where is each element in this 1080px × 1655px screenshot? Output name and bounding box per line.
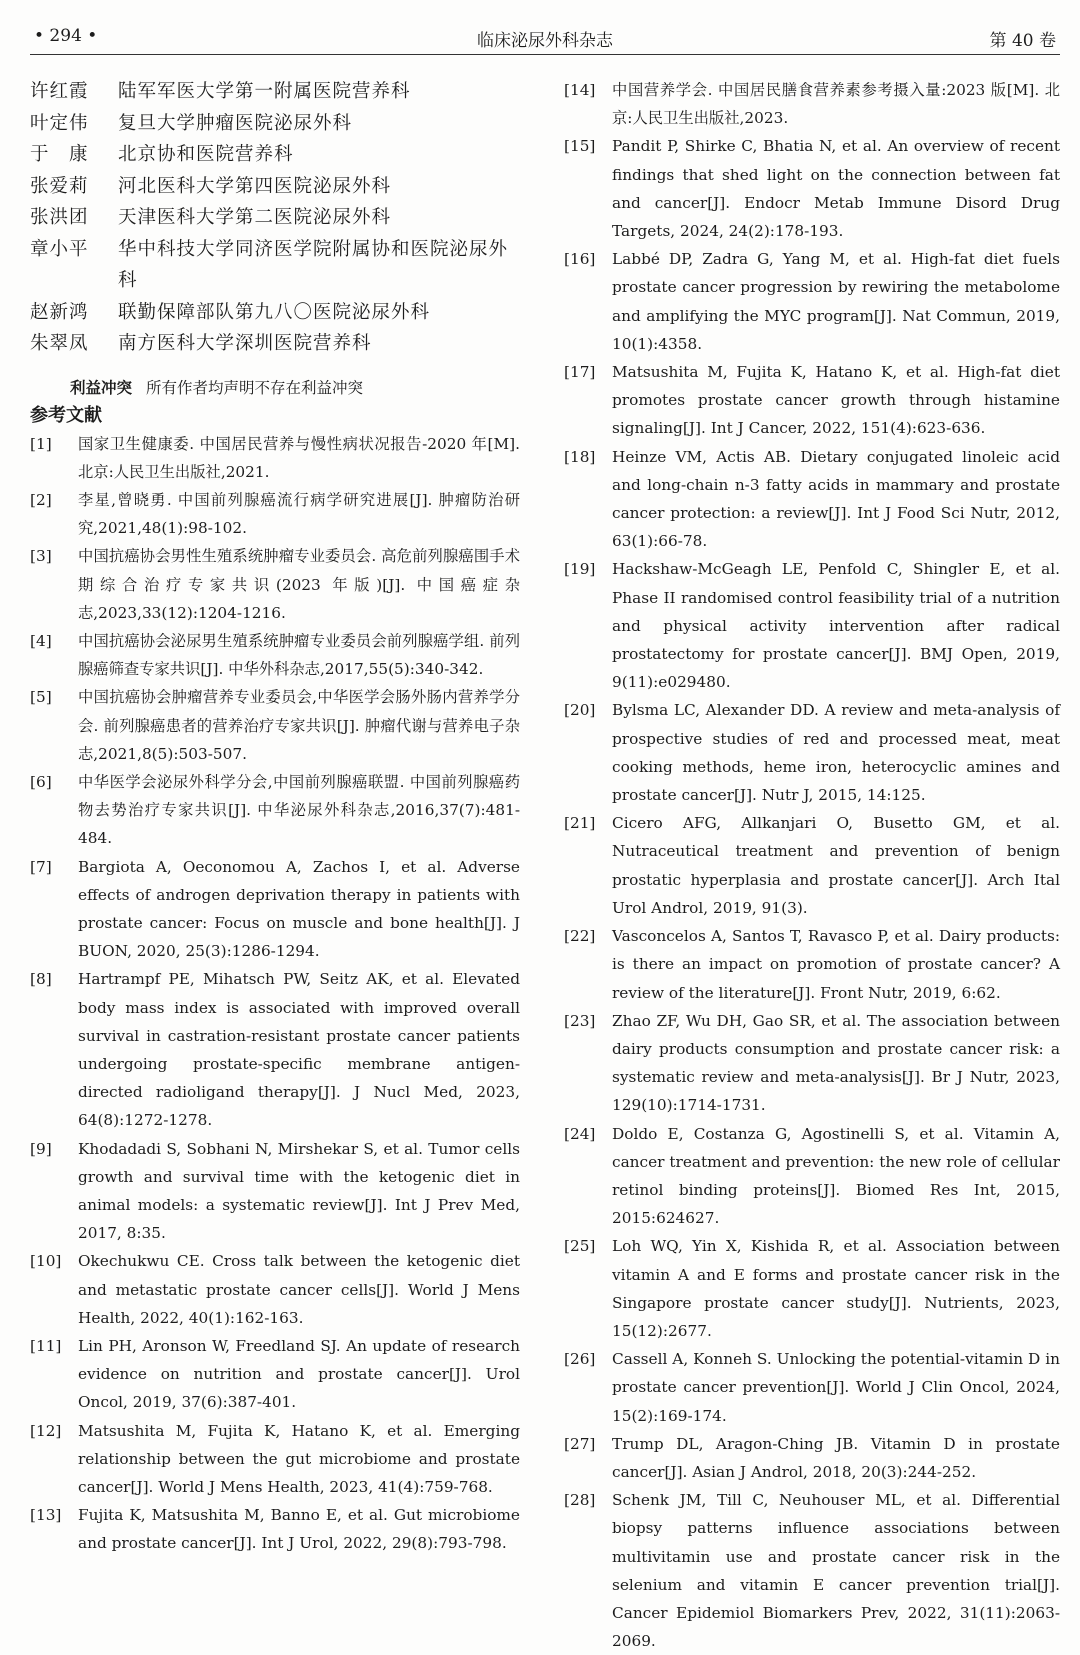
reference-item bbox=[30, 1247, 520, 1332]
reference-number: [20] bbox=[564, 701, 596, 720]
reference-item bbox=[30, 1417, 520, 1502]
reference-text: Bargiota A, Oeconomou A, Zachos I, et al. Adverse effects of androgen deprivation therapy in patients with prostate cancer: Focus on muscle and bone health[J]. J BUON, 2020, 25(3):1286-1294. bbox=[78, 857, 520, 961]
reference-text: Vasconcelos A, Santos T, Ravasco P, et al. Dairy products: is there an impact on promotion of prostate cancer? A review of the literature[J]. Front Nutr, 2019, 6:62. bbox=[612, 927, 1060, 1002]
author-row bbox=[30, 297, 520, 329]
reference-text: 中华医学会泌尿外科学分会,中国前列腺癌联盟. 中国前列腺癌药物去势治疗专家共识[J]. 中华泌尿外科杂志,2016,37(7):481-484. bbox=[78, 772, 520, 848]
reference-number: [9] bbox=[30, 1139, 52, 1158]
author-name: 朱翠凤 bbox=[30, 333, 89, 354]
author-affiliation: 联勤保障部队第九八〇医院泌尿外科 bbox=[118, 301, 431, 323]
reference-item bbox=[30, 1135, 520, 1248]
left-column bbox=[30, 76, 520, 1558]
reference-list-left bbox=[30, 430, 520, 1558]
reference-text: 中国抗癌协会肿瘤营养专业委员会,中华医学会肠外肠内营养学分会. 前列腺癌患者的营养治疗专家共识[J]. 肿瘤代谢与营养电子杂志,2021,8(5):503-507. bbox=[78, 688, 520, 763]
reference-item bbox=[30, 853, 520, 966]
reference-text: 中国抗癌协会泌尿男生殖系统肿瘤专业委员会前列腺癌学组. 前列腺癌筛查专家共识[J]. 中华外科杂志,2017,55(5):340-342. bbox=[78, 631, 520, 679]
page-number: • 294 • bbox=[34, 26, 98, 46]
reference-text: Cassell A, Konneh S. Unlocking the potential-vitamin D in prostate cancer prevention[J]. World J Clin Oncol, 2024, 15(2):169-174. bbox=[612, 1350, 1060, 1425]
reference-item bbox=[30, 1332, 520, 1417]
reference-text: Loh WQ, Yin X, Kishida R, et al. Association between vitamin A and E forms and prostate cancer risk in the Singapore prostate cancer study[J]. Nutrients, 2023, 15(12):2677. bbox=[612, 1237, 1060, 1340]
reference-item bbox=[564, 555, 1060, 696]
reference-text: 李星,曾晓勇. 中国前列腺癌流行病学研究进展[J]. 肿瘤防治研究,2021,48(1):98-102. bbox=[78, 490, 520, 538]
reference-text: Heinze VM, Actis AB. Dietary conjugated linoleic acid and long-chain n-3 fatty acids in mammary and prostate cancer protection: a review[J]. Int J Food Sci Nutr, 2012, 63(1):66-78. bbox=[612, 447, 1060, 551]
reference-number: [21] bbox=[564, 814, 596, 833]
reference-number: [17] bbox=[564, 363, 596, 382]
reference-item bbox=[30, 542, 520, 627]
reference-text: Lin PH, Aronson W, Freedland SJ. An update of research evidence on nutrition and prostate cancer[J]. Urol Oncol, 2019, 37(6):387-401. bbox=[78, 1337, 520, 1412]
reference-number: [15] bbox=[564, 137, 596, 156]
reference-text: Labbé DP, Zadra G, Yang M, et al. High-fat diet fuels prostate cancer progression by rewiring the metabolome and amplifying the MYC program[J]. Nat Commun, 2019, 10(1):4358. bbox=[612, 250, 1060, 353]
reference-number: [5] bbox=[30, 688, 52, 707]
reference-number: [13] bbox=[30, 1506, 62, 1525]
reference-number: [2] bbox=[30, 490, 52, 509]
author-row bbox=[30, 234, 520, 297]
author-name: 赵新鸿 bbox=[30, 301, 89, 323]
reference-number: [27] bbox=[564, 1434, 596, 1453]
reference-item bbox=[564, 1430, 1060, 1486]
right-column bbox=[564, 76, 1060, 1655]
author-affiliation: 华中科技大学同济医学院附属协和医院泌尿外科 bbox=[118, 238, 509, 291]
author-name: 叶定伟 bbox=[30, 112, 89, 134]
reference-number: [6] bbox=[30, 772, 52, 791]
reference-item bbox=[564, 76, 1060, 132]
author-row bbox=[30, 328, 520, 360]
reference-number: [3] bbox=[30, 547, 52, 566]
reference-item bbox=[564, 1007, 1060, 1120]
reference-number: [7] bbox=[30, 857, 52, 876]
conflict-label: 利益冲突 bbox=[70, 378, 133, 397]
reference-text: Trump DL, Aragon-Ching JB. Vitamin D in prostate cancer[J]. Asian J Androl, 2018, 20(3):244-252. bbox=[612, 1434, 1060, 1481]
author-name: 于 康 bbox=[30, 144, 89, 165]
journal-title: 临床泌尿外科杂志 bbox=[477, 31, 613, 51]
reference-list-right bbox=[564, 76, 1060, 1655]
reference-number: [11] bbox=[30, 1337, 62, 1355]
reference-text: Bylsma LC, Alexander DD. A review and meta-analysis of prospective studies of red and processed meat, meat cooking methods, heme iron, heterocyclic amines and prostate cancer[J]. Nutr J, 2015, 14:125. bbox=[612, 701, 1060, 805]
reference-item bbox=[564, 443, 1060, 556]
author-affiliation: 南方医科大学深圳医院营养科 bbox=[118, 333, 372, 354]
reference-item bbox=[564, 245, 1060, 358]
conflict-text: 所有作者均声明不存在利益冲突 bbox=[146, 378, 364, 397]
reference-text: 国家卫生健康委. 中国居民营养与慢性病状况报告-2020 年[M]. 北京:人民卫生出版社,2021. bbox=[78, 434, 520, 481]
reference-number: [14] bbox=[564, 81, 596, 99]
author-affiliation: 河北医科大学第四医院泌尿外科 bbox=[118, 175, 392, 197]
reference-text: Zhao ZF, Wu DH, Gao SR, et al. The association between dairy products consumption and prostate cancer risk: a systematic review and meta-analysis[J]. Br J Nutr, 2023, 129(10):1714-1731. bbox=[612, 1011, 1060, 1115]
reference-item bbox=[564, 809, 1060, 922]
author-row bbox=[30, 108, 520, 140]
author-row bbox=[30, 139, 520, 171]
reference-number: [23] bbox=[564, 1011, 596, 1030]
reference-text: Cicero AFG, Allkanjari O, Busetto GM, et al. Nutraceutical treatment and prevention of benign prostatic hyperplasia and prostate cancer[J]. Arch Ital Urol Androl, 2019, 91(3). bbox=[612, 814, 1060, 917]
reference-text: 中国抗癌协会男性生殖系统肿瘤专业委员会. 高危前列腺癌围手术期综合治疗专家共识(2023 年版)[J]. 中国癌症杂志,2023,33(12):1204-1216. bbox=[78, 547, 520, 622]
reference-number: [25] bbox=[564, 1237, 596, 1256]
author-name: 张爱莉 bbox=[30, 175, 89, 197]
reference-item bbox=[564, 358, 1060, 443]
reference-item bbox=[564, 1345, 1060, 1430]
author-affiliation: 复旦大学肿瘤医院泌尿外科 bbox=[118, 112, 353, 134]
reference-item bbox=[30, 1501, 520, 1557]
author-name: 章小平 bbox=[30, 238, 89, 260]
reference-text: Fujita K, Matsushita M, Banno E, et al. Gut microbiome and prostate cancer[J]. Int J Urol, 2022, 29(8):793-798. bbox=[78, 1506, 520, 1553]
reference-number: [10] bbox=[30, 1252, 62, 1271]
reference-number: [1] bbox=[30, 434, 52, 453]
volume-label: 第 40 卷 bbox=[989, 31, 1056, 51]
conflict-of-interest bbox=[30, 374, 520, 402]
running-header bbox=[30, 20, 1060, 55]
reference-item bbox=[564, 696, 1060, 809]
reference-item bbox=[30, 430, 520, 486]
author-affiliation: 天津医科大学第二医院泌尿外科 bbox=[118, 207, 392, 228]
reference-text: Hartrampf PE, Mihatsch PW, Seitz AK, et al. Elevated body mass index is associated with improved overall survival in castration-resistant prostate cancer patients undergoing prostate-specific membrane antigen-directed radioligand therapy[J]. J Nucl Med, 2023, 64(8):1272-1278. bbox=[78, 970, 520, 1130]
author-row bbox=[30, 202, 520, 234]
reference-item bbox=[564, 1232, 1060, 1345]
reference-text: Hackshaw-McGeagh LE, Penfold C, Shingler E, et al. Phase II randomised control feasibility trial of a nutrition and physical activity intervention after radical prostatectomy for prostate cancer[J]. BMJ Open, 2019, 9(11):e029480. bbox=[612, 560, 1060, 692]
author-affiliation: 陆军军医大学第一附属医院营养科 bbox=[118, 81, 411, 102]
reference-number: [24] bbox=[564, 1124, 596, 1143]
reference-text: Pandit P, Shirke C, Bhatia N, et al. An overview of recent findings that shed light on the connection between fat and cancer[J]. Endocr Metab Immune Disord Drug Targets, 2024, 24(2):178-193. bbox=[612, 137, 1060, 241]
author-row bbox=[30, 76, 520, 108]
reference-number: [18] bbox=[564, 447, 596, 466]
reference-number: [26] bbox=[564, 1350, 596, 1369]
reference-text: Matsushita M, Fujita K, Hatano K, et al. Emerging relationship between the gut microbiome and prostate cancer[J]. World J Mens Health, 2023, 41(4):759-768. bbox=[78, 1421, 520, 1497]
reference-text: Khodadadi S, Sobhani N, Mirshekar S, et al. Tumor cells growth and survival time with the ketogenic diet in animal models: a systematic review[J]. Int J Prev Med, 2017, 8:35. bbox=[78, 1139, 520, 1243]
reference-item bbox=[30, 768, 520, 853]
reference-text: Schenk JM, Till C, Neuhouser ML, et al. Differential biopsy patterns influence associations between multivitamin use and prostate cancer risk in the selenium and vitamin E cancer prevention trial[J]. Cancer Epidemiol Biomarkers Prev, 2022, 31(11):2063-2069. bbox=[612, 1491, 1060, 1651]
reference-item bbox=[564, 1486, 1060, 1655]
reference-item bbox=[30, 627, 520, 683]
reference-text: Doldo E, Costanza G, Agostinelli S, et al. Vitamin A, cancer treatment and prevention: the new role of cellular retinol binding proteins[J]. Biomed Res Int, 2015, 2015:624627. bbox=[612, 1124, 1060, 1228]
reference-text: Okechukwu CE. Cross talk between the ketogenic diet and metastatic prostate cancer cells[J]. World J Mens Health, 2022, 40(1):162-163. bbox=[78, 1252, 520, 1327]
author-name: 张洪团 bbox=[30, 207, 89, 228]
reference-text: 中国营养学会. 中国居民膳食营养素参考摄入量:2023 版[M]. 北京:人民卫生出版社,2023. bbox=[612, 81, 1060, 128]
reference-item bbox=[564, 132, 1060, 245]
reference-number: [28] bbox=[564, 1491, 596, 1510]
reference-number: [16] bbox=[564, 250, 596, 269]
reference-number: [12] bbox=[30, 1421, 62, 1440]
reference-number: [19] bbox=[564, 560, 596, 579]
reference-text: Matsushita M, Fujita K, Hatano K, et al. High-fat diet promotes prostate cancer growth through histamine signaling[J]. Int J Cancer, 2022, 151(4):623-636. bbox=[612, 363, 1060, 438]
reference-number: [8] bbox=[30, 970, 52, 989]
reference-item bbox=[30, 683, 520, 768]
author-list bbox=[30, 76, 520, 360]
reference-item bbox=[30, 965, 520, 1134]
author-name: 许红霞 bbox=[30, 81, 89, 102]
reference-item bbox=[564, 1120, 1060, 1233]
references-heading: 参考文献 bbox=[30, 404, 102, 426]
reference-number: [22] bbox=[564, 927, 596, 946]
reference-item bbox=[564, 922, 1060, 1007]
author-row bbox=[30, 171, 520, 203]
reference-number: [4] bbox=[30, 631, 52, 650]
author-affiliation: 北京协和医院营养科 bbox=[118, 144, 294, 165]
reference-item bbox=[30, 486, 520, 542]
